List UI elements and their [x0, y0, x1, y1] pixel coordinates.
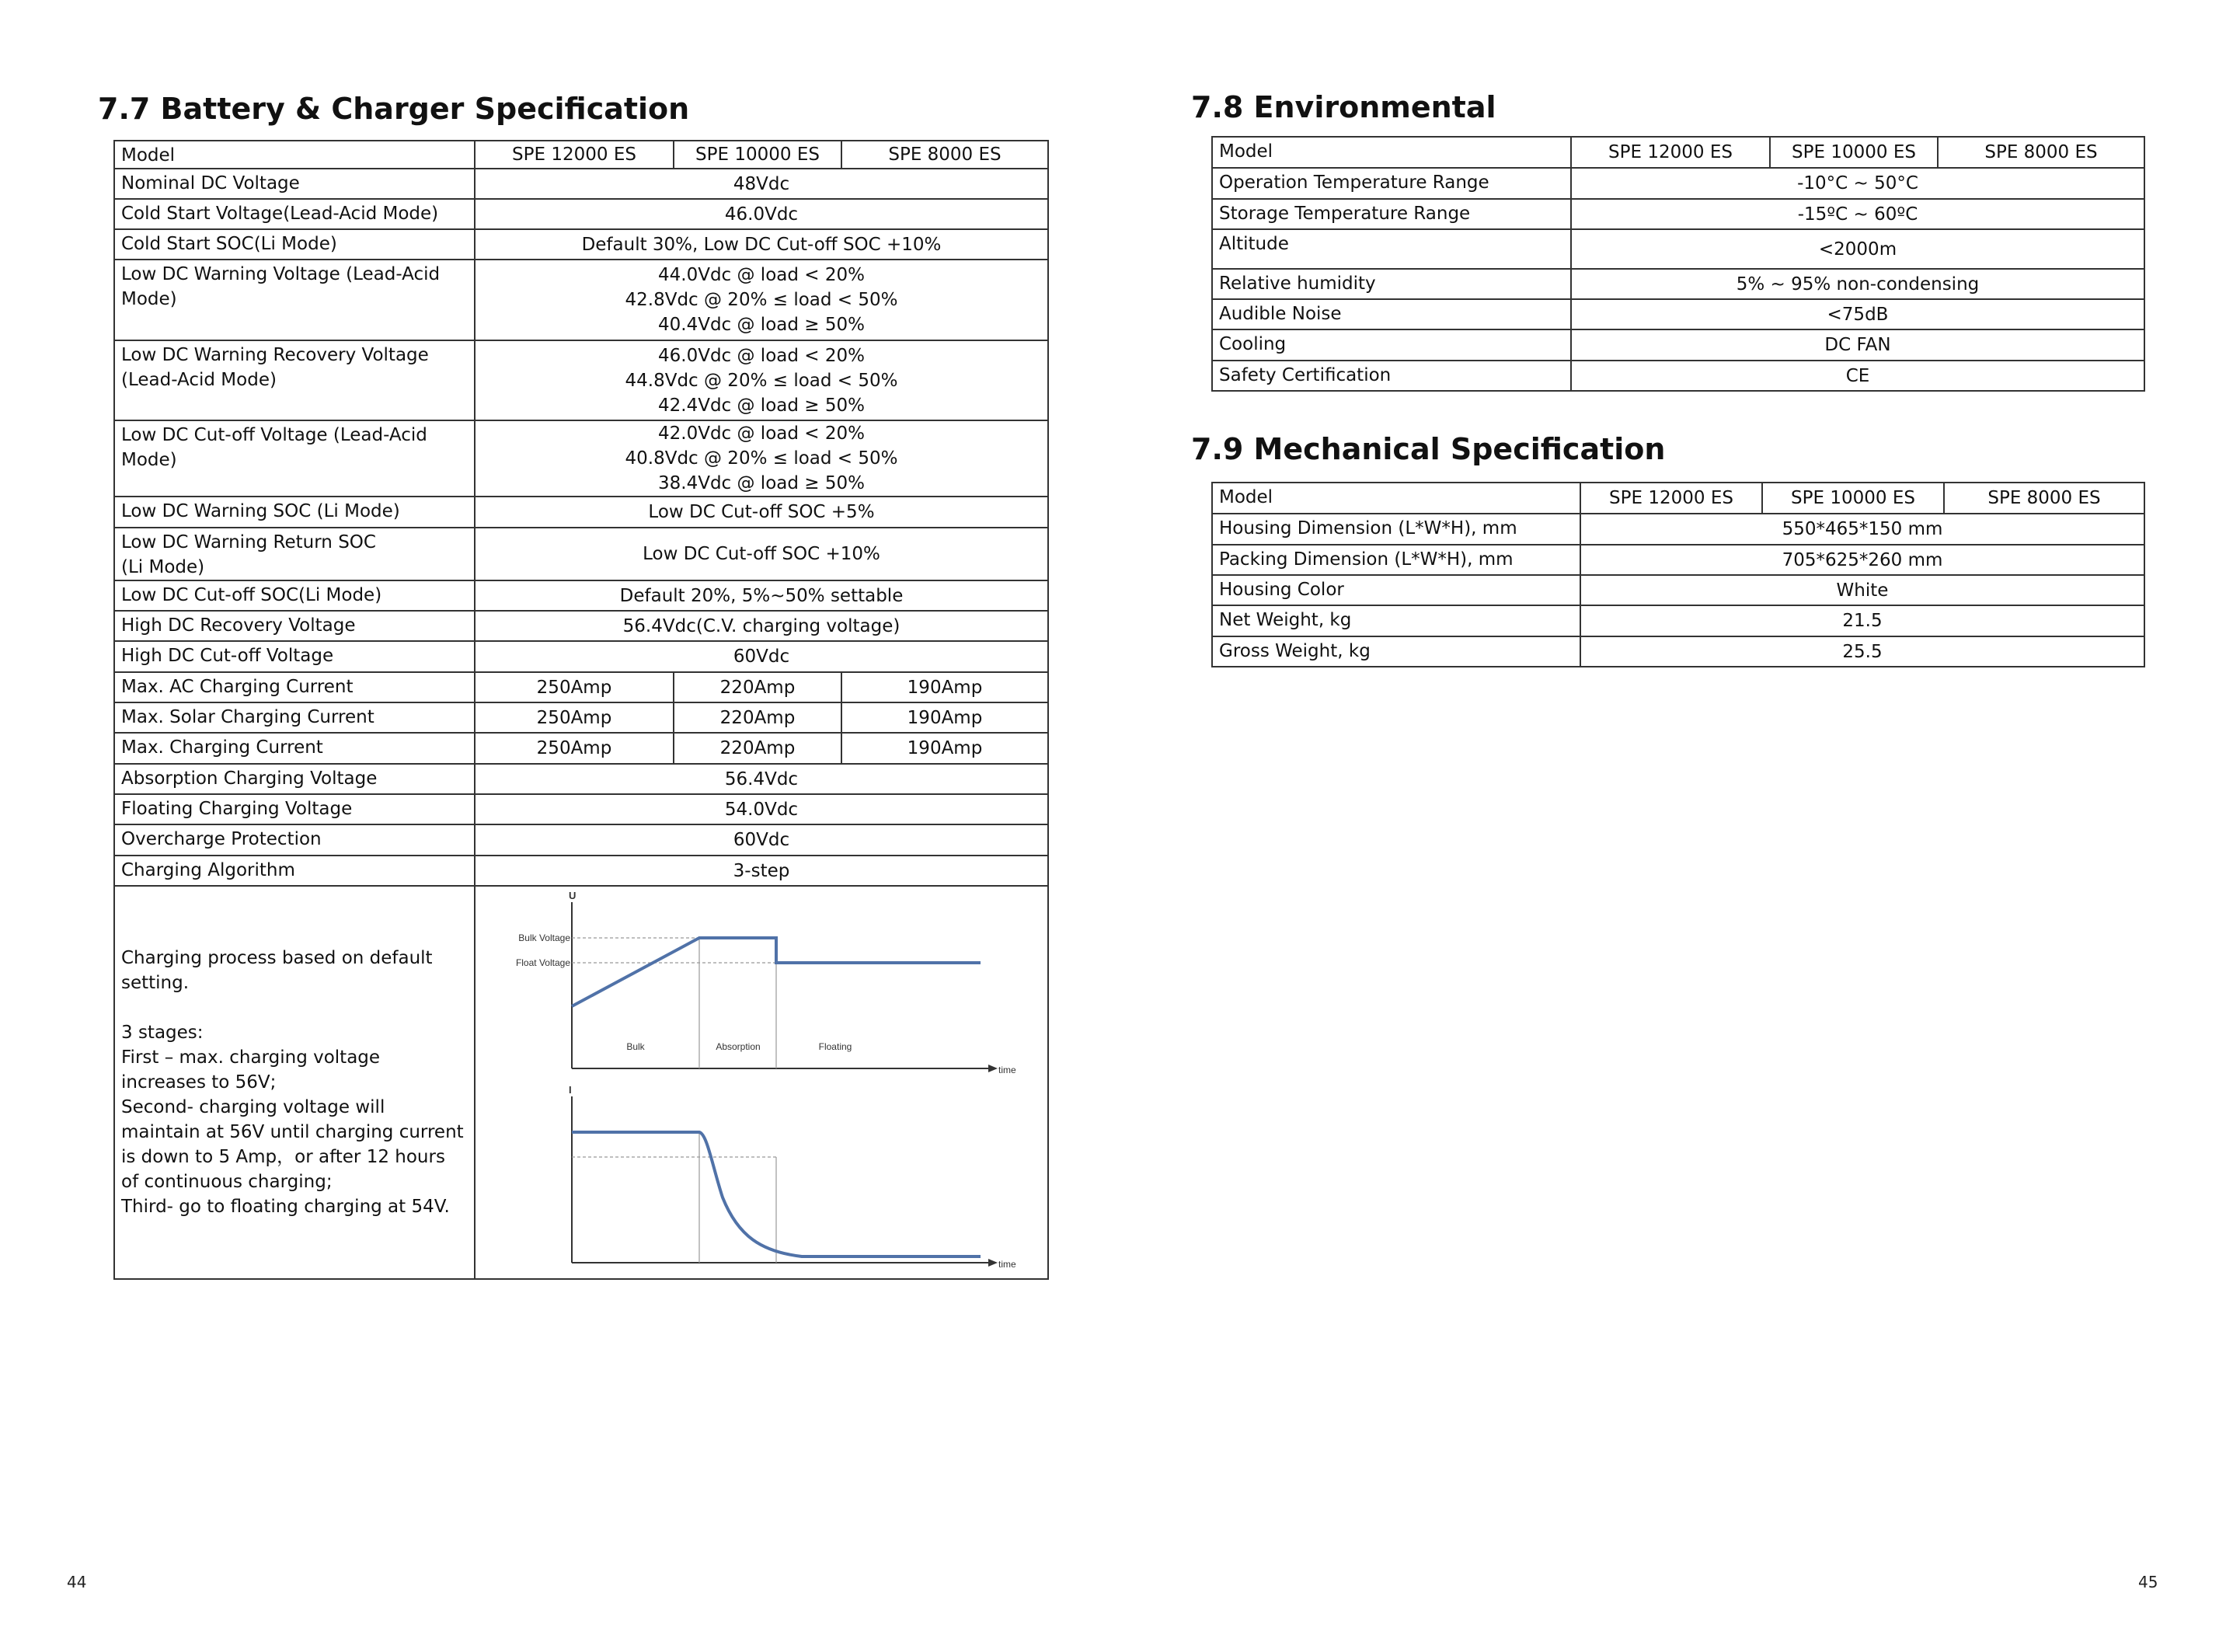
row-label: Low DC Warning Return SOC (Li Mode) [114, 528, 475, 580]
table-row [1212, 229, 2144, 269]
table-row [114, 169, 1048, 199]
row-label: Max. Charging Current [114, 733, 475, 764]
row-value: 46.0Vdc @ load < 20% 44.8Vdc @ 20% ≤ load < 50% 42.4Vdc @ load ≥ 50% [475, 340, 1048, 420]
table-row [114, 611, 1048, 641]
row-label: Audible Noise [1212, 299, 1571, 329]
row-value-2: 220Amp [674, 733, 841, 764]
i-axis-label: I [569, 1084, 572, 1096]
voltage-x-arrow [988, 1065, 998, 1072]
stage-floating-label: Floating [818, 1041, 852, 1052]
row-value: Low DC Cut-off SOC +10% [475, 528, 1048, 580]
table-row [1212, 605, 2144, 636]
row-value-1: 250Amp [475, 702, 674, 733]
row-label: Max. Solar Charging Current [114, 702, 475, 733]
table-row [114, 420, 1048, 497]
row-value: 21.5 [1580, 605, 2144, 636]
row-value: -10°C ~ 50°C [1571, 168, 2144, 199]
environmental-section-title: 7.8 Environmental [1191, 90, 1496, 124]
row-value: 42.0Vdc @ load < 20% 40.8Vdc @ 20% ≤ load < 50% 38.4Vdc @ load ≥ 50% [475, 420, 1048, 497]
row-value-1: 250Amp [475, 672, 674, 702]
row-label: Low DC Warning Recovery Voltage (Lead-Acid Mode) [114, 340, 475, 420]
row-value-1: 250Amp [475, 733, 674, 764]
environmental-spec-table [1211, 136, 2145, 392]
table-row [1212, 361, 2144, 391]
table-header-row [1212, 483, 2144, 514]
row-label: Altitude [1212, 229, 1571, 269]
row-label: Housing Color [1212, 575, 1580, 605]
time-label-current: time [998, 1259, 1016, 1270]
table-row [114, 764, 1048, 794]
table-row [1212, 575, 2144, 605]
table-row [1212, 269, 2144, 299]
page-number-right: 45 [2138, 1573, 2158, 1591]
row-value: 5% ~ 95% non-condensing [1571, 269, 2144, 299]
table-row [114, 528, 1048, 580]
row-label: High DC Cut-off Voltage [114, 641, 475, 672]
header-model-3: SPE 8000 ES [1944, 483, 2144, 514]
row-label: Max. AC Charging Current [114, 672, 475, 702]
mechanical-spec-table [1211, 482, 2145, 667]
row-value: 44.0Vdc @ load < 20% 42.8Vdc @ 20% ≤ load < 50% 40.4Vdc @ load ≥ 50% [475, 260, 1048, 340]
row-value: 550*465*150 mm [1580, 514, 2144, 545]
u-axis-label: U [569, 890, 577, 901]
row-label: Absorption Charging Voltage [114, 764, 475, 794]
row-value: <2000m [1571, 229, 2144, 269]
row-value: <75dB [1571, 299, 2144, 329]
table-row [1212, 514, 2144, 545]
table-row [114, 733, 1048, 764]
charging-process-description: Charging process based on default setting. 3 stages: First – max. charging voltage increases to 56V; Second- charging voltage will maintain at 56V until charging current is down to 5 Amp，or after 12 hours of continuous charging; Third- go to floating charging at 54V. [114, 886, 475, 1279]
row-value-2: 220Amp [674, 672, 841, 702]
row-value: DC FAN [1571, 329, 2144, 361]
table-row [114, 824, 1048, 856]
mechanical-section-title: 7.9 Mechanical Specification [1191, 432, 1666, 466]
stage-absorption-label: Absorption [716, 1041, 761, 1052]
row-value: 60Vdc [475, 641, 1048, 672]
current-x-arrow [988, 1259, 998, 1267]
float-voltage-label: Float Voltage [515, 957, 570, 968]
row-label: Safety Certification [1212, 361, 1571, 391]
row-value: 56.4Vdc(C.V. charging voltage) [475, 611, 1048, 641]
table-row [1212, 545, 2144, 575]
battery-section-title: 7.7 Battery & Charger Specification [98, 92, 690, 126]
row-value: Low DC Cut-off SOC +5% [475, 497, 1048, 528]
row-value: -15ºC ~ 60ºC [1571, 199, 2144, 229]
row-label: Net Weight, kg [1212, 605, 1580, 636]
row-label: Cold Start SOC(Li Mode) [114, 229, 475, 260]
table-row [114, 856, 1048, 886]
table-row [1212, 329, 2144, 361]
header-model-2: SPE 10000 ES [1770, 137, 1938, 168]
table-row [114, 794, 1048, 824]
table-row [114, 580, 1048, 611]
table-header-row [1212, 137, 2144, 168]
row-value: 56.4Vdc [475, 764, 1048, 794]
table-row [1212, 199, 2144, 229]
row-value: Default 20%, 5%~50% settable [475, 580, 1048, 611]
row-value: 3-step [475, 856, 1048, 886]
row-label: Operation Temperature Range [1212, 168, 1571, 199]
table-row [1212, 299, 2144, 329]
row-label: Cooling [1212, 329, 1571, 361]
row-label: High DC Recovery Voltage [114, 611, 475, 641]
battery-spec-table [113, 140, 1049, 1280]
header-model-1: SPE 12000 ES [1571, 137, 1770, 168]
row-label: Nominal DC Voltage [114, 169, 475, 199]
table-row [114, 641, 1048, 672]
row-label: Storage Temperature Range [1212, 199, 1571, 229]
row-label: Housing Dimension (L*W*H), mm [1212, 514, 1580, 545]
row-label: Low DC Warning SOC (Li Mode) [114, 497, 475, 528]
time-label-voltage: time [998, 1065, 1016, 1075]
row-label: Low DC Warning Voltage (Lead-Acid Mode) [114, 260, 475, 340]
header-model-3: SPE 8000 ES [841, 141, 1048, 169]
table-row [114, 340, 1048, 420]
table-header-row [114, 141, 1048, 169]
header-model-1: SPE 12000 ES [475, 141, 674, 169]
row-value-3: 190Amp [841, 733, 1048, 764]
table-row [114, 260, 1048, 340]
table-row [114, 497, 1048, 528]
row-label: Low DC Cut-off SOC(Li Mode) [114, 580, 475, 611]
row-value: 25.5 [1580, 636, 2144, 667]
row-value: White [1580, 575, 2144, 605]
table-row [114, 672, 1048, 702]
row-value: CE [1571, 361, 2144, 391]
row-label: Floating Charging Voltage [114, 794, 475, 824]
row-label: Cold Start Voltage(Lead-Acid Mode) [114, 199, 475, 229]
row-label: Low DC Cut-off Voltage (Lead-Acid Mode) [114, 420, 475, 497]
table-row [1212, 168, 2144, 199]
row-value-2: 220Amp [674, 702, 841, 733]
header-model-2: SPE 10000 ES [674, 141, 841, 169]
bulk-voltage-label: Bulk Voltage [518, 932, 570, 943]
header-model-3: SPE 8000 ES [1938, 137, 2144, 168]
row-value-3: 190Amp [841, 672, 1048, 702]
header-model: Model [1212, 483, 1580, 514]
row-value-3: 190Amp [841, 702, 1048, 733]
header-model: Model [1212, 137, 1571, 168]
row-label: Charging Algorithm [114, 856, 475, 886]
row-value: 705*625*260 mm [1580, 545, 2144, 575]
table-row [114, 702, 1048, 733]
row-label: Packing Dimension (L*W*H), mm [1212, 545, 1580, 575]
header-model: Model [114, 141, 475, 169]
stage-bulk-label: Bulk [626, 1041, 645, 1052]
row-value: 48Vdc [475, 169, 1048, 199]
header-model-2: SPE 10000 ES [1762, 483, 1944, 514]
row-value: 46.0Vdc [475, 199, 1048, 229]
charging-process-chart-cell [475, 886, 1048, 1279]
table-row [114, 229, 1048, 260]
header-model-1: SPE 12000 ES [1580, 483, 1762, 514]
table-row [1212, 636, 2144, 667]
charging-process-row [114, 886, 1048, 1279]
charging-curve-diagram [476, 887, 1047, 1278]
page-number-left: 44 [67, 1573, 87, 1591]
row-label: Gross Weight, kg [1212, 636, 1580, 667]
row-value: 60Vdc [475, 824, 1048, 856]
row-value: Default 30%, Low DC Cut-off SOC +10% [475, 229, 1048, 260]
table-row [114, 199, 1048, 229]
row-label: Overcharge Protection [114, 824, 475, 856]
row-value: 54.0Vdc [475, 794, 1048, 824]
row-label: Relative humidity [1212, 269, 1571, 299]
